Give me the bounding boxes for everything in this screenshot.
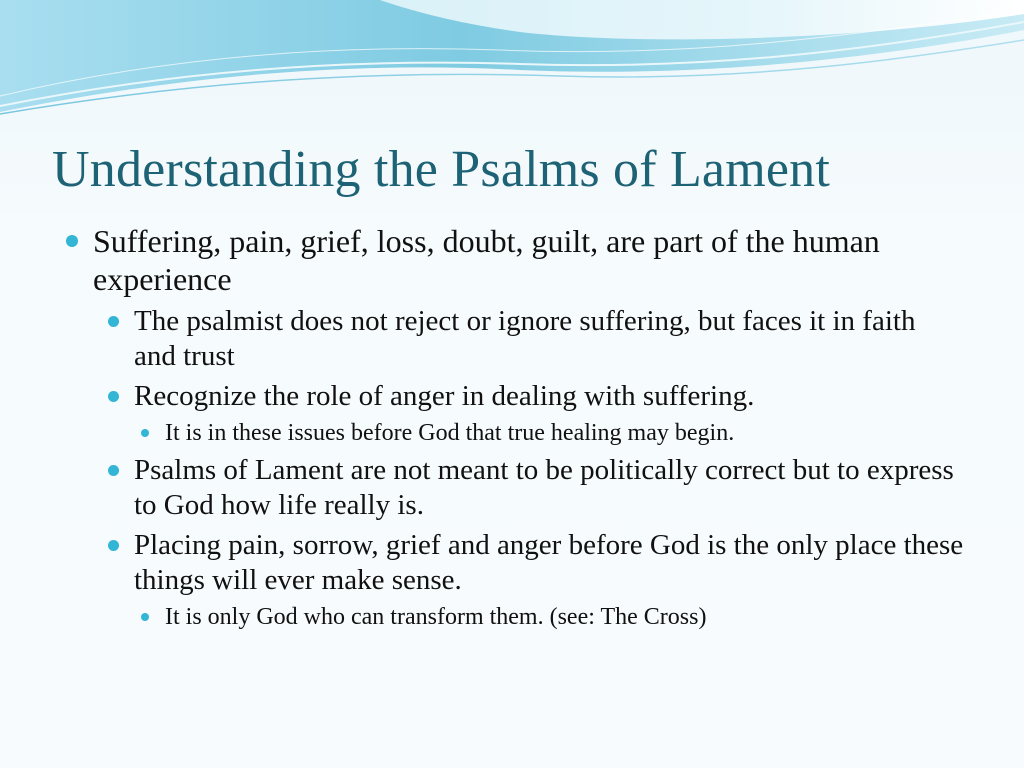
bullet-item [0, 602, 985, 632]
bullet-dot-icon [141, 613, 149, 621]
bullet-text: Placing pain, sorrow, grief and anger before God is the only place these things will ever make sense. [134, 529, 964, 596]
slide-title: Understanding the Psalms of Lament [52, 141, 830, 198]
bullet-dot-icon [66, 235, 78, 247]
bullet-item [0, 528, 964, 598]
bullet-item [0, 453, 964, 523]
bullet-item [0, 418, 985, 448]
bullet-dot-icon [141, 429, 149, 437]
bullet-dot-icon [108, 540, 119, 551]
bullet-dot-icon [108, 316, 119, 327]
bullet-text: Recognize the role of anger in dealing with suffering. [134, 380, 755, 412]
bullet-item [0, 304, 964, 374]
bullet-text: It is only God who can transform them. (see: The Cross) [165, 604, 707, 630]
bullet-item [0, 222, 953, 298]
bullet-text: It is in these issues before God that true healing may begin. [165, 420, 735, 446]
bullet-text: Psalms of Lament are not meant to be politically correct but to express to God how life really is. [134, 454, 954, 521]
bullet-text: The psalmist does not reject or ignore suffering, but faces it in faith and trust [134, 305, 916, 372]
bullet-item [0, 379, 964, 414]
bullet-list [0, 222, 1024, 636]
bullet-dot-icon [108, 391, 119, 402]
bullet-text: Suffering, pain, grief, loss, doubt, guilt, are part of the human experience [93, 223, 880, 297]
bullet-dot-icon [108, 465, 119, 476]
header-wave-decoration [0, 0, 1024, 120]
